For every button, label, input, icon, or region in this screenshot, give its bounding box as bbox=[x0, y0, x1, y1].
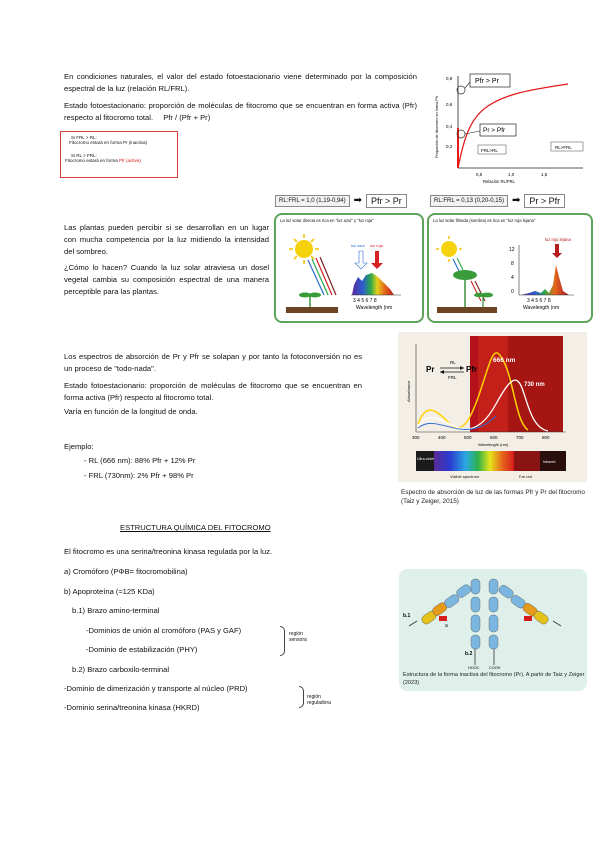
kinase-domain: -Dominio serina/treonina kinasa (HKRD) bbox=[64, 703, 200, 712]
sun-icon-shade bbox=[436, 236, 462, 262]
legend-blue-light: luz azul bbox=[351, 243, 365, 248]
direct-sunlight-caption: La luz solar directa es rica en "luz azul" y "luz roja" bbox=[280, 218, 374, 223]
chromophore-binding-domains: -Dominios de unión al cromóforo (PAS y GAF) bbox=[86, 626, 242, 635]
shade-light-panel bbox=[427, 213, 593, 323]
ylabel-absorbance: Absorbance bbox=[406, 380, 411, 402]
amino-arm-item: b.1) Brazo amino-terminal bbox=[72, 606, 160, 615]
example-title: Ejemplo: bbox=[64, 442, 94, 451]
overlap-paragraph: Los espectros de absorción de Pr y Pfr se solapan y por tanto la fotoconversión no es un proceso de "todo-nada". bbox=[64, 352, 362, 373]
ytick-r0: 12 bbox=[509, 247, 515, 253]
label-cooh: COOH bbox=[489, 666, 501, 670]
sun-icon bbox=[289, 234, 319, 264]
label-666: 666 nm bbox=[493, 357, 516, 364]
chromophore-item: a) Cromóforo (PΦB= fitocromobilina) bbox=[64, 567, 188, 576]
direct-sunlight-panel bbox=[274, 213, 424, 323]
legend-red-light: luz roja bbox=[370, 243, 383, 248]
dimerization-domain: -Dominio de dimerización y transporte al núcleo (PRD) bbox=[64, 684, 248, 693]
label-rl-gt-frl: RL>FRL bbox=[555, 145, 572, 150]
apoprotein-item: b) Apoproteína (≈125 KDa) bbox=[64, 587, 155, 596]
result-left: Pfr > Pr bbox=[366, 194, 407, 208]
x-tick-1: 1,0 bbox=[508, 172, 515, 177]
ratio-right: RL:FRL = 0,13 (0,20-0,15) bbox=[430, 195, 508, 207]
xlabel-right: Wavelength (nm bbox=[523, 305, 560, 311]
absorption-spectrum-chart bbox=[398, 332, 587, 482]
condition-frl-result: Fitocromo estará en forma Pr (inactiva) bbox=[69, 140, 148, 146]
graph-ylabel: Proporción de fitocromo en forma Pfr bbox=[435, 95, 439, 158]
right-arm bbox=[489, 579, 561, 665]
condition-box bbox=[60, 131, 178, 178]
x-tick-0: 0,5 bbox=[476, 172, 483, 177]
structure-intro: El fitocromo es una serina/treonina kinasa regulada por la luz. bbox=[64, 547, 273, 556]
structure-caption: Estructura de la forma inactiva del fitocromo (Pr). A partir de Taiz y Zeiger (2023) bbox=[403, 672, 585, 686]
shade-light-caption: La luz solar filtrada (sombra) es rica en "luz roja lejana" bbox=[433, 218, 536, 223]
spectrum-infrared: Infrared bbox=[543, 460, 556, 464]
spectrum-uv: Ultra-violet bbox=[417, 457, 435, 461]
regulatory-brace bbox=[299, 686, 304, 708]
regulatory-region-label: región reguladora bbox=[307, 694, 331, 706]
label-pfr: Pfr bbox=[466, 365, 478, 374]
steady-state-paragraph-2: Estado fotoestacionario: proporción de moléculas de fitocromo que se encuentran en forma activa (Pfr) respecto al fitocromo total. bbox=[64, 381, 362, 402]
wavelength-variation: Varía en función de la longitud de onda. bbox=[64, 407, 198, 416]
label-frl: FRL bbox=[448, 375, 457, 380]
steady-state-text: Estado fotoestacionario: proporción de moléculas de fitocromo que se encuentran en forma activa (Pfr) respecto al fitocromo total. bbox=[64, 101, 417, 122]
y-tick-0: 0,8 bbox=[446, 76, 453, 81]
absorption-caption: Espectro de absorción de luz de las formas Pfr y Pr del fitocromo (Taiz y Zeiger, 2015) bbox=[401, 489, 585, 506]
pfr-proportion-graph bbox=[428, 68, 590, 186]
label-b1: b.1 bbox=[403, 613, 411, 619]
y-tick-3: 0,2 bbox=[446, 144, 453, 149]
axis-right: 3 4 5 6 7 8 bbox=[527, 298, 551, 304]
x-tick-800: 800 bbox=[542, 435, 550, 440]
x-tick-700: 700 bbox=[516, 435, 524, 440]
label-730: 730 nm bbox=[524, 382, 545, 388]
ytick-r3: 0 bbox=[511, 289, 514, 295]
label-pfr-gt-pr: Pfr > Pr bbox=[475, 78, 499, 85]
formula: Pfr / (Pfr + Pr) bbox=[163, 112, 211, 122]
absorption-figure bbox=[398, 332, 587, 482]
direct-sunlight-illustration bbox=[276, 215, 422, 321]
x-tick-500: 500 bbox=[464, 435, 472, 440]
graph-xlabel: Relación RL/FRL bbox=[483, 179, 515, 184]
xlabel-wavelength: Wavelength (nm) bbox=[478, 442, 509, 447]
ratio-header-right: RL:FRL = 0,13 (0,20-0,15) ➡ Pr > Pfr bbox=[430, 192, 590, 209]
label-rl: RL bbox=[450, 360, 456, 365]
legend-far-red: luz roja lejana bbox=[545, 237, 571, 242]
result-right: Pr > Pfr bbox=[524, 194, 565, 208]
spectrum-farred: Far red bbox=[519, 474, 532, 479]
x-tick-300: 300 bbox=[412, 435, 420, 440]
ratio-left: RL:FRL = 1,0 (1,19-0,94) bbox=[275, 195, 350, 207]
phytochrome-structure-figure bbox=[399, 569, 587, 691]
ytick-r2: 4 bbox=[511, 275, 514, 281]
label-b2: b.2 bbox=[465, 651, 473, 657]
xlabel-left: Wavelength (nm bbox=[356, 305, 393, 311]
shade-paragraph-1: Las plantas pueden percibir si se desarrollan en un lugar con mucha competencia por la luz midiendo la intensidad del sombreo. bbox=[64, 223, 269, 257]
sensor-brace bbox=[280, 626, 285, 656]
condition-frl: Si FRL > RL: bbox=[71, 135, 97, 140]
structure-title: ESTRUCTURA QUÍMICA DEL FITOCROMO bbox=[120, 523, 271, 532]
shade-paragraph-2: ¿Cómo lo hacen? Cuando la luz solar atraviesa un dosel vegetal cambia su composición espectral de una manera perceptible para las plantas. bbox=[64, 263, 269, 297]
carboxyl-arm-item: b.2) Brazo carboxilo-terminal bbox=[72, 665, 170, 674]
example-frl: - FRL (730nm): 2% Pfr + 98% Pr bbox=[84, 471, 194, 480]
label-pr-gt-pfr: Pr > Pfr bbox=[483, 127, 506, 134]
label-frl-gt-rl: FRL>RL bbox=[481, 148, 498, 153]
condition-rl-result: Fitocromo estará en forma Pfr (activa) bbox=[65, 158, 141, 164]
axis-left: 3 4 5 6 7 8 bbox=[353, 298, 377, 304]
example-rl: - RL (666 nm): 88% Pfr + 12% Pr bbox=[84, 456, 196, 465]
x-tick-600: 600 bbox=[490, 435, 498, 440]
x-tick-2: 1,5 bbox=[541, 172, 548, 177]
steady-state-definition bbox=[64, 100, 417, 124]
stabilization-domain: -Dominio de estabilización (PHY) bbox=[86, 645, 198, 654]
spectrum-visible: Visible spectrum bbox=[450, 474, 480, 479]
intro-paragraph: En condiciones naturales, el valor del estado fotoestacionario viene determinado por la composición espectral de la luz (relación RL/FRL). bbox=[64, 72, 417, 93]
ytick-r1: 8 bbox=[511, 261, 514, 267]
shade-light-illustration bbox=[429, 215, 591, 321]
ratio-header-left: RL:FRL = 1,0 (1,19-0,94) ➡ Pfr > Pr bbox=[275, 192, 421, 209]
condition-rl: Si RL > FRL: bbox=[71, 152, 97, 158]
label-pr: Pr bbox=[426, 365, 435, 374]
x-tick-400: 400 bbox=[438, 435, 446, 440]
label-a: a bbox=[445, 623, 448, 629]
y-tick-2: 0,4 bbox=[446, 124, 453, 129]
y-tick-1: 0,6 bbox=[446, 102, 453, 107]
sensor-region-label: región sensora bbox=[289, 631, 307, 643]
label-hooc: HOOC bbox=[468, 666, 480, 670]
